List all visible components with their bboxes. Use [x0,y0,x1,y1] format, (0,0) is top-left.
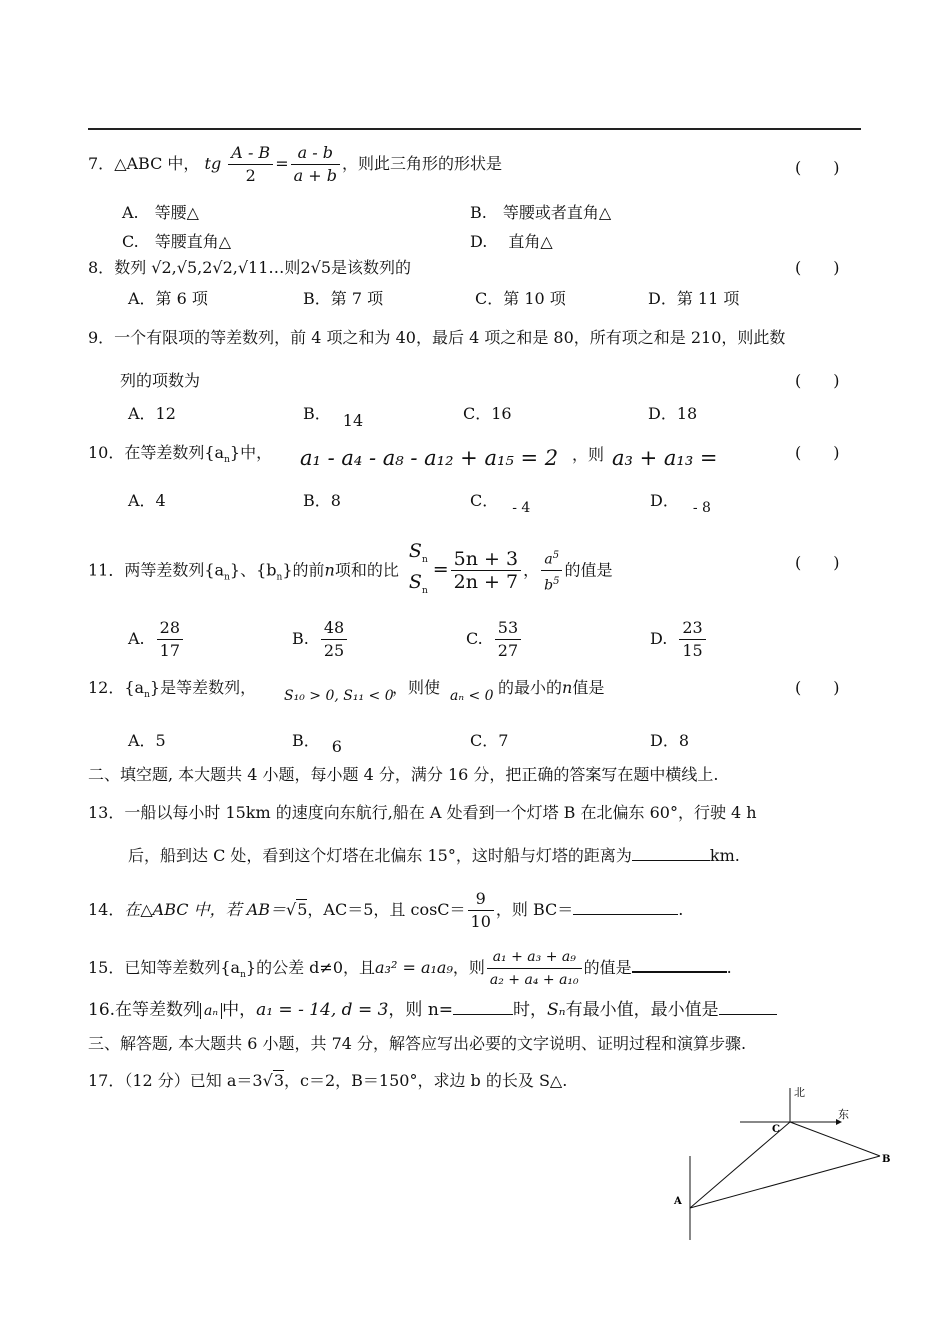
option-c [470,488,531,516]
q10-pre-end: }中， [229,443,273,462]
q14-mid: ，AC＝5，且 cosC＝ [307,900,466,919]
q15-end: . [726,958,732,977]
answer-paren: ( ) [795,258,840,277]
header-rule [88,128,861,130]
q14-sqrt-value: 5 [297,900,308,919]
q12-mid: ，则使 [392,678,441,697]
answer-blank[interactable] [719,1014,777,1015]
option-d: D. 直角△ [470,232,553,251]
answer-paren: ( ) [795,678,840,697]
q17-sqrt: √3 [262,1071,285,1090]
question-7-stem [88,142,502,187]
q14-pre: 在△ABC 中，若 AB＝ [124,900,287,919]
navigation-diagram [660,1080,900,1250]
question-10-target: a₃ + a₁₃ = [612,446,718,470]
q12-sub: n [144,690,150,701]
q15-post: 的值是 [583,958,632,977]
option-a-den: 17 [159,641,180,660]
q11-sub-b: n [276,572,283,583]
segment-ab [690,1156,880,1208]
question-number: 11． [88,560,125,580]
q7-tg: tg [204,154,222,173]
q17-post: ，c＝2，B＝150°，求边 b 的长及 S△. [284,1071,568,1090]
section-3-heading: 三、解答题, 本大题共 6 小题，共 74 分，解答应写出必要的文字说明、证明过程和演算步骤. [88,1034,747,1053]
q11-eq: = [432,558,449,581]
question-number: 10． [88,443,125,462]
answer-blank[interactable] [573,914,678,915]
question-16 [88,995,777,1020]
option-b [292,728,342,756]
option-c-label: C. [466,629,483,648]
q11-sub-a: n [224,572,230,583]
answer-paren: ( ) [795,553,840,572]
question-9-line-2: 列的项数为 [120,371,201,390]
q11-frac1-den [406,571,431,602]
q7-frac2-den: a + b [293,166,337,185]
q11-frac1-num [406,540,431,571]
option-d: D．8 [650,731,690,750]
answer-blank[interactable] [632,971,727,973]
q11-frac2-den: 2n + 7 [453,571,519,594]
q16-pre: 在等差数列 [115,1000,201,1020]
option-d-label: D. [650,629,668,648]
q8-mid: 则 [284,258,301,277]
north-label: 北 [794,1086,805,1099]
option-d-num: 23 [679,617,705,640]
option-b-num: 48 [321,617,347,640]
option-b [292,617,349,662]
q12-n: n [562,678,573,697]
q15-mid2: ，则 [452,958,485,977]
q15-frac-den: a₂ + a₄ + a₁₀ [489,972,579,988]
question-9-line-1: 9．一个有限项的等差数列，前 4 项之和为 40，最后 4 项之和是 80，所有项之和是 210，则此数 [88,328,786,347]
q13-line2-pre: 后，船到达 C 处，看到这个灯塔在北偏东 15°，这时船与灯塔的距离为 [128,846,632,865]
q11-fraction-1 [406,540,431,602]
q8-sequence: √2,√5,2√2,√11… [151,258,285,277]
option-c-den: 27 [497,641,519,660]
option-c-fraction [495,617,521,662]
option-a [128,617,185,662]
option-a-fraction [157,617,183,662]
option-b-label: B． [303,404,331,423]
option-b [303,401,364,430]
answer-paren: ( ) [795,158,840,177]
q7-frac1-num: A - B [228,142,273,165]
q12-post [498,675,604,698]
question-12-condition: S₁₀ > 0, S₁₁ < 0 [284,688,394,704]
q7-frac2-num: a - b [291,142,340,165]
q15-condition: a₃² = a₁a₉ [375,958,453,977]
question-14 [88,888,683,933]
option-c: C．7 [470,731,509,750]
q7-eq: = [275,154,289,173]
answer-blank[interactable] [632,860,710,861]
east-label: 东 [838,1108,849,1121]
option-d [650,617,708,662]
q11-pre: 两等差数列{a [124,560,225,580]
question-8-stem [88,255,411,278]
option-c [466,617,523,662]
question-13-line-1: 13．一船以每小时 15km 的速度向东航行,船在 A 处看到一个灯塔 B 在北偏东 60°，行驶 4 h [88,803,757,822]
option-a: A. 等腰△ [122,203,199,222]
option-c-label: C． [470,491,499,510]
q7-post: ，则此三角形的形状是 [341,154,502,173]
q16-sn: Sₙ [547,1000,566,1020]
option-c-num: 53 [495,617,521,640]
option-d-fraction [679,617,705,662]
option-b: B．8 [303,491,341,510]
q11-fraction-2 [451,548,521,593]
option-b: B. 等腰或者直角△ [470,203,612,222]
option-b-fraction [321,617,347,662]
option-a: A．第 6 项 [128,289,208,308]
q11-frac1-den-sub: n [421,585,428,596]
q11-frac2-num: 5n + 3 [451,548,521,571]
q12-pre-end: }是等差数列， [149,678,257,697]
option-d [650,488,711,516]
option-c: C．第 10 项 [475,289,566,308]
q15-mid1: }的公差 d≠0，且 [245,958,376,977]
q8-pre: 数列 [114,258,147,277]
option-d: D．18 [648,404,698,423]
q11-frac1-num-sub: n [421,554,428,565]
q14-fraction [468,888,494,933]
q11-frac3-num [541,545,562,572]
option-b-label: B. [292,629,309,648]
option-a: A．5 [128,731,166,750]
q15-fraction [487,946,582,991]
q12-post-text: 的最小的 [498,678,563,697]
option-a-label: A. [128,629,145,648]
q7-fraction-1 [228,142,273,187]
q11-frac3-den-text: b [544,577,554,594]
q7-frac1-den: 2 [245,166,256,185]
q10-pre-sub: n [224,455,230,466]
question-number: 8． [88,258,115,277]
q8-post: 是该数列的 [331,258,412,277]
q11-mid2: }的前 [282,560,325,580]
option-d-den: 15 [682,641,703,660]
option-b-den: 25 [323,641,345,660]
option-d-label: D． [650,491,679,510]
q8-term: 2√5 [300,258,331,277]
q16-condition: a₁ = - 14, d = 3 [256,1000,389,1020]
option-d-value: - 8 [692,500,711,516]
question-number: 14． [88,900,125,919]
point-b-label: B [882,1154,891,1165]
q16-mid2: ，则 n= [388,1000,454,1020]
q15-sub: n [240,970,246,981]
q11-frac3-den [541,571,562,597]
question-12-condition-2: aₙ < 0 [450,688,494,704]
q11-frac3-num-text: a [544,551,553,568]
q16-post: 有最小值，最小值是 [565,1000,719,1020]
point-c-label: C [772,1124,780,1135]
q7-fraction-2 [291,142,340,187]
q17-pre: 17．（12 分）已知 a＝3 [88,1071,263,1090]
q15-frac-num: a₁ + a₃ + a₉ [487,946,582,969]
question-10-stem [88,440,272,465]
q14-post1: ，则 BC＝ [495,900,574,919]
q17-sqrt-value: 3 [273,1071,285,1090]
q11-frac1-den-text: S [408,570,422,593]
option-a: A．12 [128,404,176,423]
q16-abs: aₙ [200,1003,222,1019]
option-c: C. 等腰直角△ [122,232,232,251]
question-13-line-2 [128,843,740,866]
option-b: B．第 7 项 [303,289,384,308]
question-number: 12． [88,678,125,697]
q14-frac-num: 9 [468,888,494,911]
option-a-num: 28 [157,617,183,640]
q13-line2-post: km. [709,846,740,865]
option-b-value: 6 [331,737,342,756]
question-17 [88,1068,567,1091]
question-number: 7． [88,154,115,173]
answer-paren: ( ) [795,443,840,462]
option-c: C．16 [463,404,512,423]
point-a-label: A [674,1196,682,1207]
q11-fraction-3 [541,545,562,597]
option-d: D．第 11 项 [648,289,740,308]
q10-mid: ，则 [572,445,605,464]
option-a: A．4 [128,491,166,510]
answer-paren: ( ) [795,371,840,390]
q11-post: 的值是 [564,560,613,580]
question-11-stem: 11．两等差数列$\{a_n\}$、$\{b_n\}$的前n项和的比 $S_n$ $S_n$ = $\frac{5n + 3}{2n + 7}$ ， $\frac{a^5}{b^5}$ 的值是 [88,540,612,602]
q12-post2: 值是 [572,678,605,697]
question-12-stem [88,675,256,700]
q11-frac1-num-text: S [408,540,422,562]
option-b-label: B． [292,731,320,750]
answer-blank[interactable] [453,1014,513,1015]
question-10-expression: a₁ - a₄ - a₈ - a₁₂ + a₁₅ = 2 [300,446,559,470]
q11-n: n [324,560,335,580]
segment-cb [790,1122,880,1156]
option-b-value: 14 [342,411,364,430]
q7-pre: △ABC 中， [114,154,200,173]
q11-frac3-den-exp: 5 [553,576,560,588]
section-2-heading: 二、填空题, 本大题共 4 小题，每小题 4 分，满分 16 分，把正确的答案写在题中横线上. [88,765,719,784]
question-number: 15． [88,958,125,977]
q15-pre: 已知等差数列{a [124,958,241,977]
question-number: 16. [88,1000,116,1020]
q14-post2: . [678,900,684,919]
q14-sqrt: √5 [286,900,308,919]
q14-frac-den: 10 [470,912,491,931]
option-c-value: - 4 [512,500,531,516]
q11-mid1: }、{b [229,560,277,580]
question-15 [88,946,732,991]
q16-mid1: 中， [222,1000,257,1020]
q16-mid3: 时， [513,1000,548,1020]
q11-mid3: 项和的比 [334,560,399,580]
q11-frac3-num-exp: 5 [552,549,560,561]
q12-pre: {a [124,678,145,697]
q10-pre: 在等差数列{a [124,443,225,462]
